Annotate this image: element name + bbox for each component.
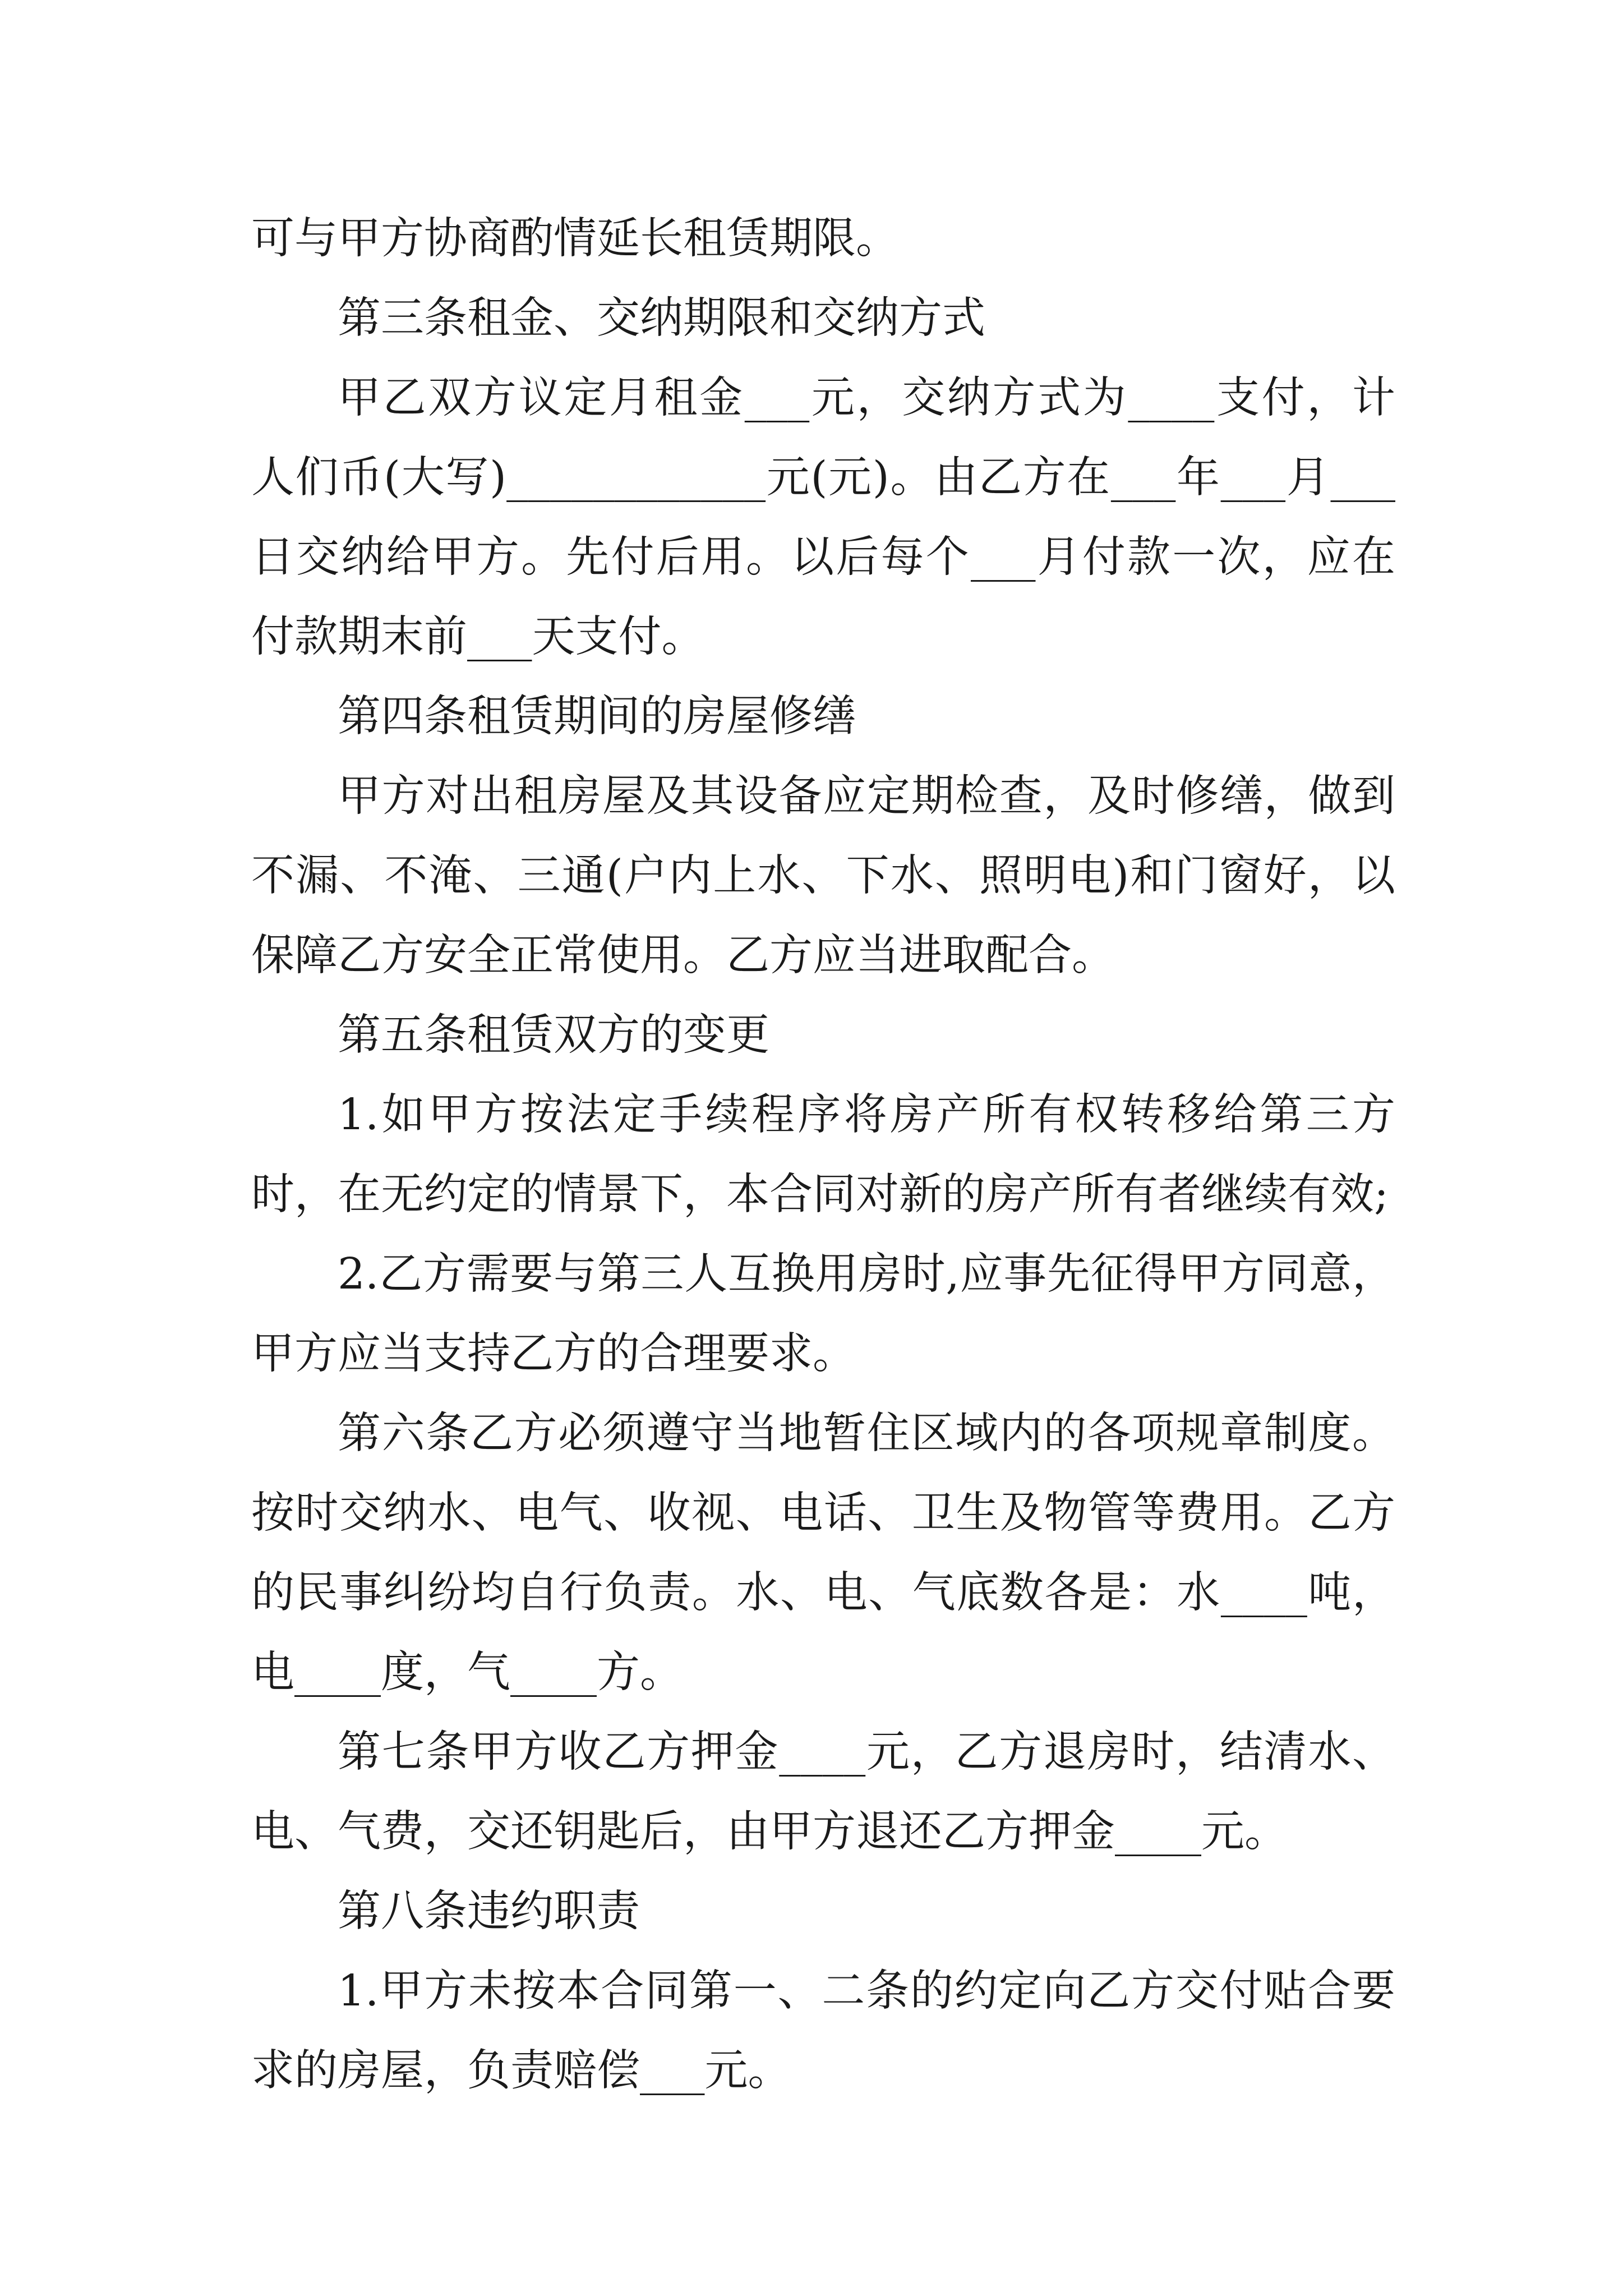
article-4-body: 甲方对出租房屋及其设备应定期检查，及时修缮，做到不漏、不淹、三通(户内上水、下水、照明电)和门窗好，以保障乙方安全正常使用。乙方应当进取配合。 [251, 771, 1395, 981]
article-3-heading: 第三条租金、交纳期限和交纳方式 [338, 293, 985, 343]
article-3-body: 甲乙双方议定月租金___元，交纳方式为____支付，计人们币(大写)____________元(元)。由乙方在___年___月___日交纳给甲方。先付后用。以后每个___月付款一次，应在付款期末前___天支付。 [251, 373, 1395, 662]
article-5-heading: 第五条租赁双方的变更 [338, 1010, 769, 1060]
article-6-body: 第六条乙方必须遵守当地暂住区域内的各项规章制度。按时交纳水、电气、收视、电话、卫生及物管等费用。乙方的民事纠纷均自行负责。水、电、气底数各是：水____吨，电____度，气____方。 [251, 1409, 1395, 1697]
article-8-heading: 第八条违约职责 [338, 1887, 640, 1936]
article-7-body: 第七条甲方收乙方押金____元，乙方退房时，结清水、电、气费，交还钥匙后，由甲方退还乙方押金____元。 [251, 1727, 1395, 1857]
article-8-item-1: 1.甲方未按本合同第一、二条的约定向乙方交付贴合要求的房屋，负责赔偿___元。 [251, 1966, 1395, 2096]
article-4-heading: 第四条租赁期间的房屋修缮 [338, 692, 856, 742]
paragraph-continuation: 可与甲方协商酌情延长租赁期限。 [251, 214, 899, 264]
article-5-item-1: 1.如甲方按法定手续程序将房产所有权转移给第三方时，在无约定的情景下，本合同对新的房产所有者继续有效; [251, 1090, 1395, 1220]
contract-text [251, 199, 1395, 2111]
article-5-item-2: 2.乙方需要与第三人互换用房时,应事先征得甲方同意，甲方应当支持乙方的合理要求。 [251, 1249, 1395, 1379]
